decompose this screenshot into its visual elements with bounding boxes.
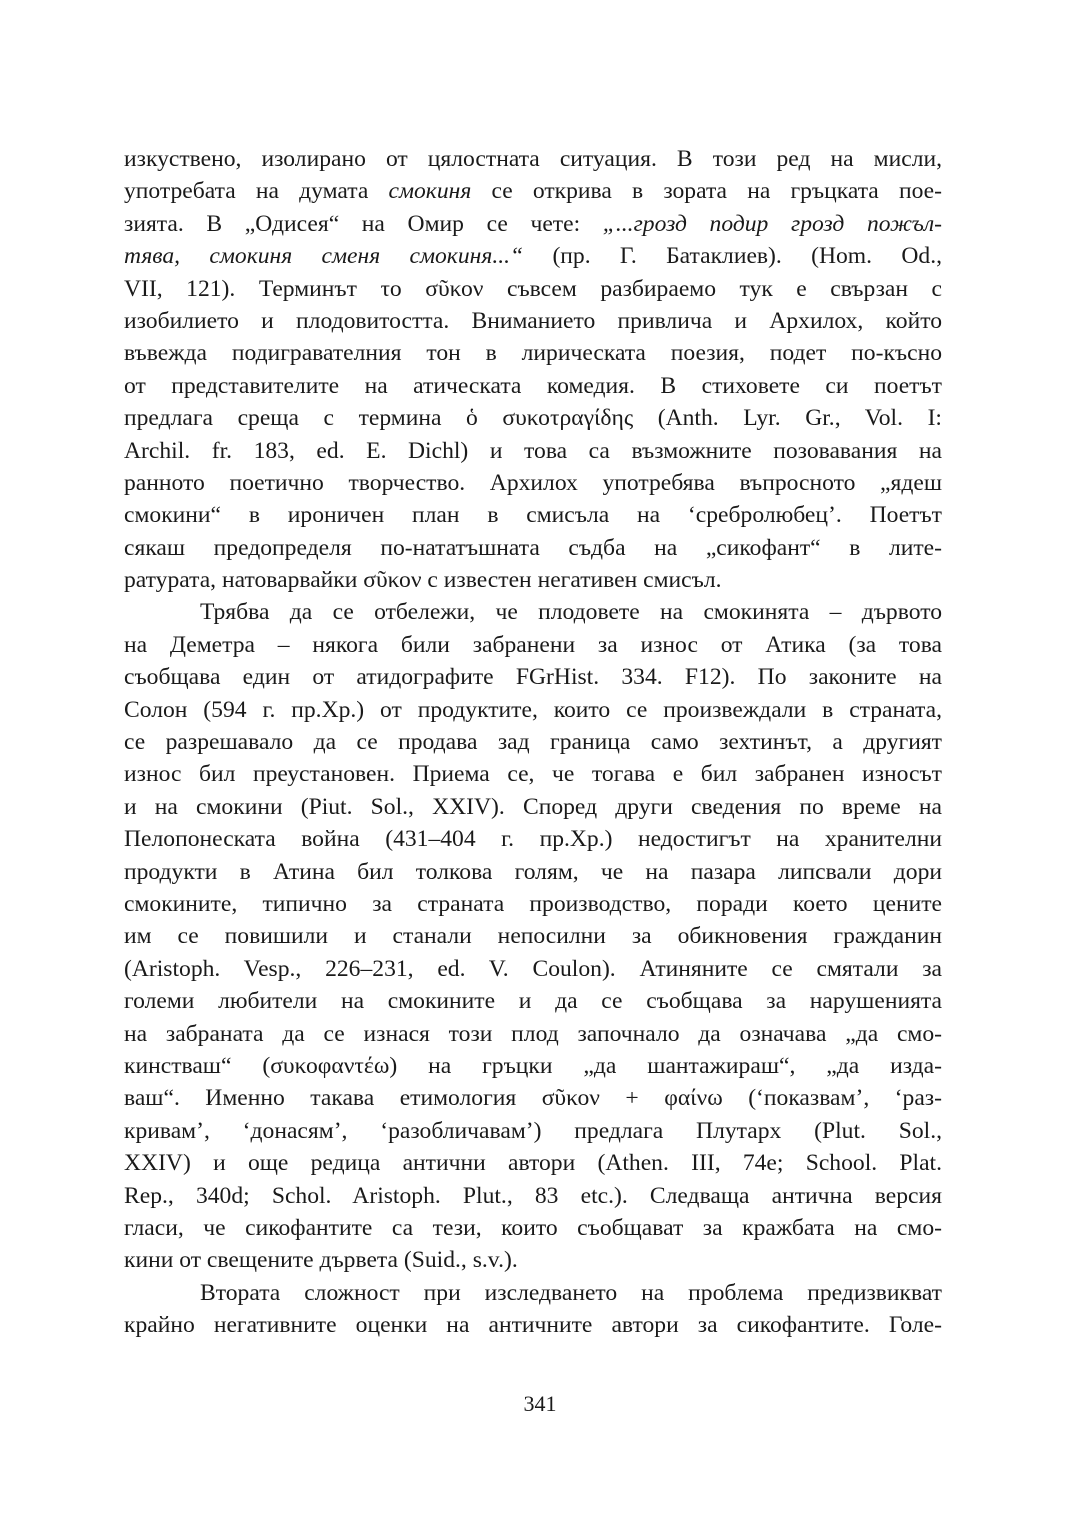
- paragraph: [124, 596, 942, 1276]
- text-run: (пр. Г. Батаклиев). (Hom. Od.,: [523, 243, 942, 270]
- paragraph: [124, 143, 942, 596]
- text-line: Трябва да се отбележи, че плодовете на смокинята – дървото: [200, 599, 942, 626]
- text-line: големи любители на смокините и да се съобщава за нарушенията: [124, 988, 942, 1015]
- text-line: смокини“ в ироничен план в смисъла на ‘сребролюбец’. Поетът: [124, 502, 942, 529]
- text-line: гласи, че сикофантите са тези, които съобщават за кражбата на смо-: [124, 1214, 942, 1241]
- text-line: предлага среща с термина ὁ συκοτραγίδης (Anth. Lyr. Gr., Vol. I:: [124, 405, 942, 432]
- text-line: ратурата, натоварвайки σῦκον с известен негативен смисъл.: [124, 567, 722, 594]
- text-line: смокините, типично за страната производство, поради което цените: [124, 890, 942, 917]
- italic-term: смокиня: [388, 178, 472, 205]
- text-line: продукти в Атина бил толкова голям, че на пазара липсвали дори: [124, 858, 942, 885]
- text-line: Archil. fr. 183, ed. E. Dichl) и това са възможните позовавания на: [124, 437, 942, 464]
- text-line: XXIV) и още редица антични автори (Athen. III, 74e; School. Plat.: [124, 1150, 942, 1177]
- text-run: употребата на думата: [124, 178, 389, 205]
- text-line: съобщава един от атидографите FGrHist. 334. F12). По законите на: [124, 664, 942, 691]
- text-line: Втората сложност при изследването на проблема предизвикват: [200, 1279, 942, 1306]
- text-line: от представителите на атическата комедия. В стиховете си поетът: [124, 372, 942, 399]
- page-number: 341: [523, 1391, 557, 1416]
- text-run: зията. В „Одисея“ на Омир се чете:: [124, 210, 603, 237]
- text-line: [124, 175, 942, 207]
- text-line: изобилието и плодовитостта. Вниманието привлича и Архилох, който: [124, 307, 942, 334]
- text-line: Солон (594 г. пр.Хр.) от продуктите, които се произвеждали в страната,: [124, 696, 942, 723]
- text-line: сякаш предопределя по-нататъшната съдба на „сикофант“ в лите-: [124, 534, 942, 561]
- text-line: на забраната да се изнася този плод започнало да означава „да смо-: [124, 1020, 942, 1047]
- text-line: Пелопонеската война (431–404 г. пр.Хр.) недостигът на хранителни: [124, 826, 942, 853]
- text-line: ваш“. Именно такава етимология σῦκον + φαίνω (‘показвам’, ‘раз-: [124, 1085, 942, 1112]
- text-line: ранното поетично творчество. Архилох употребява въпросното „ядеш: [124, 469, 942, 496]
- text-line: [124, 208, 942, 240]
- text-line: износ бил преустановен. Приема се, че тогава е бил забранен износът: [124, 761, 942, 788]
- paragraph: [124, 1277, 942, 1342]
- text-line: кинстваш“ (συκοφαντέω) на гръцки „да шантажираш“, „да изда-: [124, 1052, 942, 1079]
- text-run: се открива в зората на гръцката пое-: [471, 178, 942, 205]
- italic-quote: тява, смокиня сменя смокиня...“: [124, 243, 524, 270]
- text-line: кривам’, ‘донасям’, ‘разобличавам’) предлага Плутарх (Plut. Sol.,: [124, 1117, 942, 1144]
- text-line: крайно негативните оценки на античните автори за сикофантите. Голе-: [124, 1312, 942, 1339]
- body-text: [124, 143, 942, 1341]
- text-line: Rep., 340d; Schol. Aristoph. Plut., 83 etc.). Следваща антична версия: [124, 1182, 942, 1209]
- text-line: и на смокини (Piut. Sol., XXIV). Според други сведения по време на: [124, 793, 942, 820]
- text-line: се разрешавало да се продава зад граница само зехтинът, а другият: [124, 729, 942, 756]
- text-line: на Деметра – някога били забранени за износ от Атика (за това: [124, 631, 942, 658]
- text-line: VII, 121). Терминът το σῦκον съвсем разбираемо тук е свързан с: [124, 275, 942, 302]
- text-line: изкуствено, изолирано от цялостната ситуация. В този ред на мисли,: [124, 146, 942, 172]
- text-line: [124, 240, 942, 272]
- text-line: кини от свещените дървета (Suid., s.v.).: [124, 1247, 518, 1274]
- text-line: (Aristoph. Vesp., 226–231, ed. V. Coulon). Атиняните се смятали за: [124, 955, 942, 982]
- text-line: им се повишили и станали непосилни за обикновения гражданин: [124, 923, 942, 950]
- italic-quote: „...грозд подир грозд пожъл-: [602, 210, 942, 237]
- text-line: въвежда подигравателния тон в лирическата поезия, подет по-късно: [124, 340, 942, 367]
